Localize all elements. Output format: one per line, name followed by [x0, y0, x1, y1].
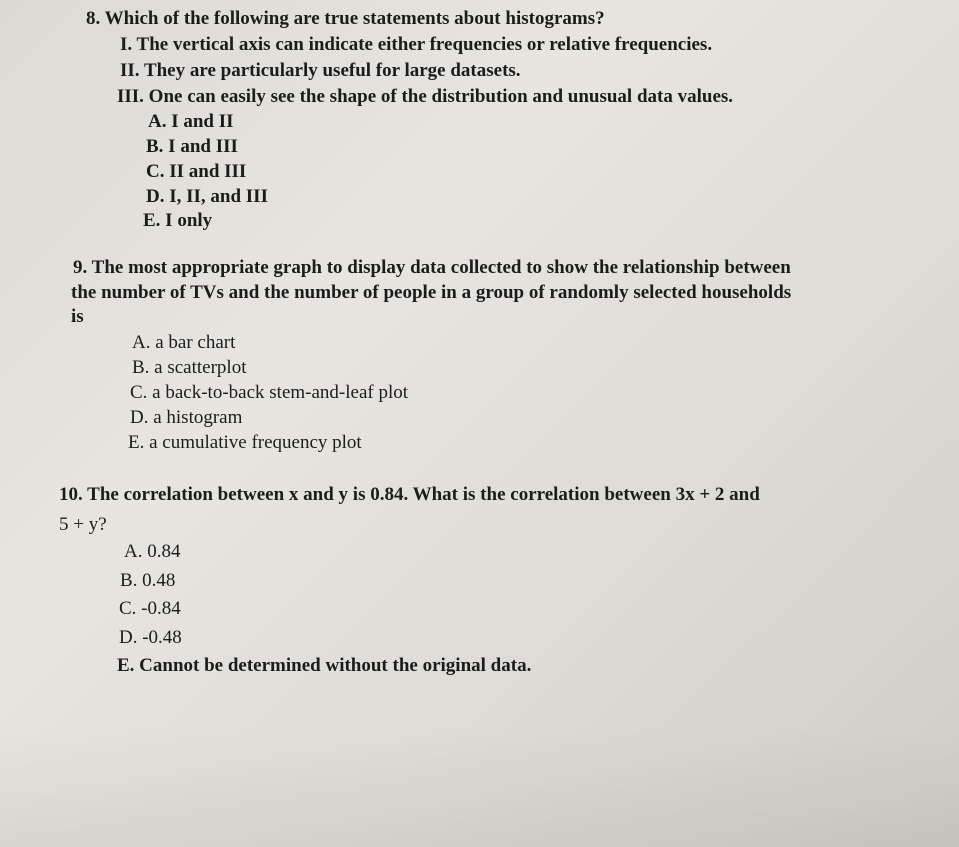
question-10-stem-line-2: 5 + y?: [59, 514, 107, 535]
question-10-choice-c: C. -0.84: [119, 598, 181, 619]
question-9-stem-line-3: is: [71, 306, 84, 327]
question-8-choice-b: B. I and III: [146, 136, 238, 157]
page-shadow: [0, 727, 959, 847]
question-10-choice-b: B. 0.48: [120, 570, 176, 591]
question-9-stem-line-2: the number of TVs and the number of people in a group of randomly selected households: [71, 282, 792, 303]
question-9-choice-d: D. a histogram: [130, 407, 243, 428]
question-9-stem-line-1: 9. The most appropriate graph to display data collected to show the relationship between: [73, 257, 791, 278]
question-8-statement-1: I. The vertical axis can indicate either frequencies or relative frequencies.: [120, 34, 713, 55]
question-8-statement-2: II. They are particularly useful for large datasets.: [120, 60, 521, 81]
question-9-choice-e: E. a cumulative frequency plot: [128, 432, 362, 453]
question-8-stem: 8. Which of the following are true statements about histograms?: [86, 8, 605, 29]
question-10-choice-e: E. Cannot be determined without the original data.: [117, 655, 532, 676]
question-8-choice-d: D. I, II, and III: [146, 186, 268, 207]
question-10-choice-a: A. 0.84: [124, 541, 181, 562]
question-8-choice-e: E. I only: [143, 210, 213, 231]
question-8-choice-c: C. II and III: [146, 161, 247, 182]
question-9-choice-a: A. a bar chart: [132, 332, 236, 353]
question-8-choice-a: A. I and II: [148, 111, 234, 132]
question-10-stem-line-1: 10. The correlation between x and y is 0.84. What is the correlation between 3x + 2 and: [59, 484, 760, 505]
question-9-choice-b: B. a scatterplot: [132, 357, 247, 378]
question-9-choice-c: C. a back-to-back stem-and-leaf plot: [130, 382, 409, 403]
question-8-statement-3: III. One can easily see the shape of the distribution and unusual data values.: [117, 86, 734, 107]
question-10-choice-d: D. -0.48: [119, 627, 182, 648]
